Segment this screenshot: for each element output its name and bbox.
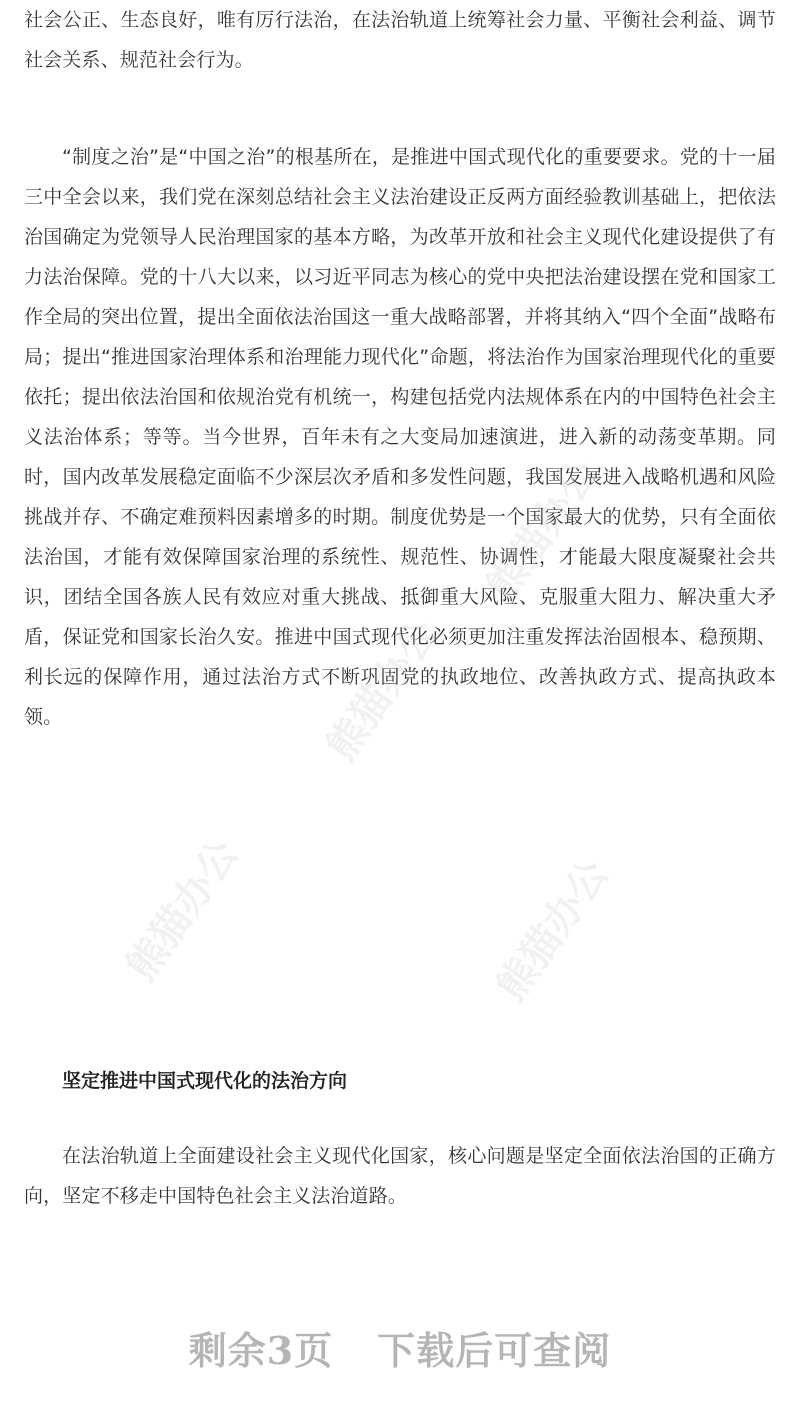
- download-cta[interactable]: [0, 1320, 800, 1375]
- section-heading: 坚定推进中国式现代化的法治方向: [62, 1070, 348, 1092]
- watermark: 熊猫办公: [478, 451, 608, 610]
- watermark: 熊猫办公: [488, 851, 618, 1010]
- remaining-pages-label: 剩余3页: [188, 1328, 334, 1373]
- watermark: 熊猫办公: [318, 611, 448, 770]
- paragraph-3: 在法治轨道上全面建设社会主义现代化国家，核心问题是坚定全面依法治国的正确方向，坚定不移走中国特色社会主义法治道路。: [24, 1145, 776, 1207]
- download-prompt-label: 下载后可查阅: [377, 1328, 612, 1373]
- watermark: 熊猫办公: [118, 831, 248, 990]
- paragraph-1: 社会公正、生态良好，唯有厉行法治，在法治轨道上统筹社会力量、平衡社会利益、调节社会关系、规范社会行为。: [24, 9, 776, 71]
- paragraph-2: “制度之治”是“中国之治”的根基所在，是推进中国式现代化的重要要求。党的十一届三中全会以来，我们党在深刻总结社会主义法治建设正反两方面经验教训基础上，把依法治国确定为党领导人民治理国家的基本方略，为改革开放和社会主义现代化建设提供了有力法治保障。党的十八大以来，以习近平同志为核心的党中央把法治建设摆在党和国家工作全局的突出位置，提出全面依法治国这一重大战略部署，并将其纳入“四个全面”战略布局；提出“推进国家治理体系和治理能力现代化”命题，将法治作为国家治理现代化的重要依托；提出依法治国和依规治党有机统一，构建包括党内法规体系在内的中国特色社会主义法治体系；等等。当今世界，百年未有之大变局加速演进，进入新的动荡变革期。同时，国内改革发展稳定面临不少深层次矛盾和多发性问题，我国发展进入战略机遇和风险挑战并存、不确定难预料因素增多的时期。制度优势是一个国家最大的优势，只有全面依法治国，才能有效保障国家治理的系统性、规范性、协调性，才能最大限度凝聚社会共识，团结全国各族人民有效应对重大挑战、抵御重大风险、克服重大阻力、解决重大矛盾，保证党和国家长治久安。推进中国式现代化必须更加注重发挥法治固根本、稳预期、利长远的保障作用，通过法治方式不断巩固党的执政地位、改善执政方式、提高执政本领。: [24, 146, 776, 728]
